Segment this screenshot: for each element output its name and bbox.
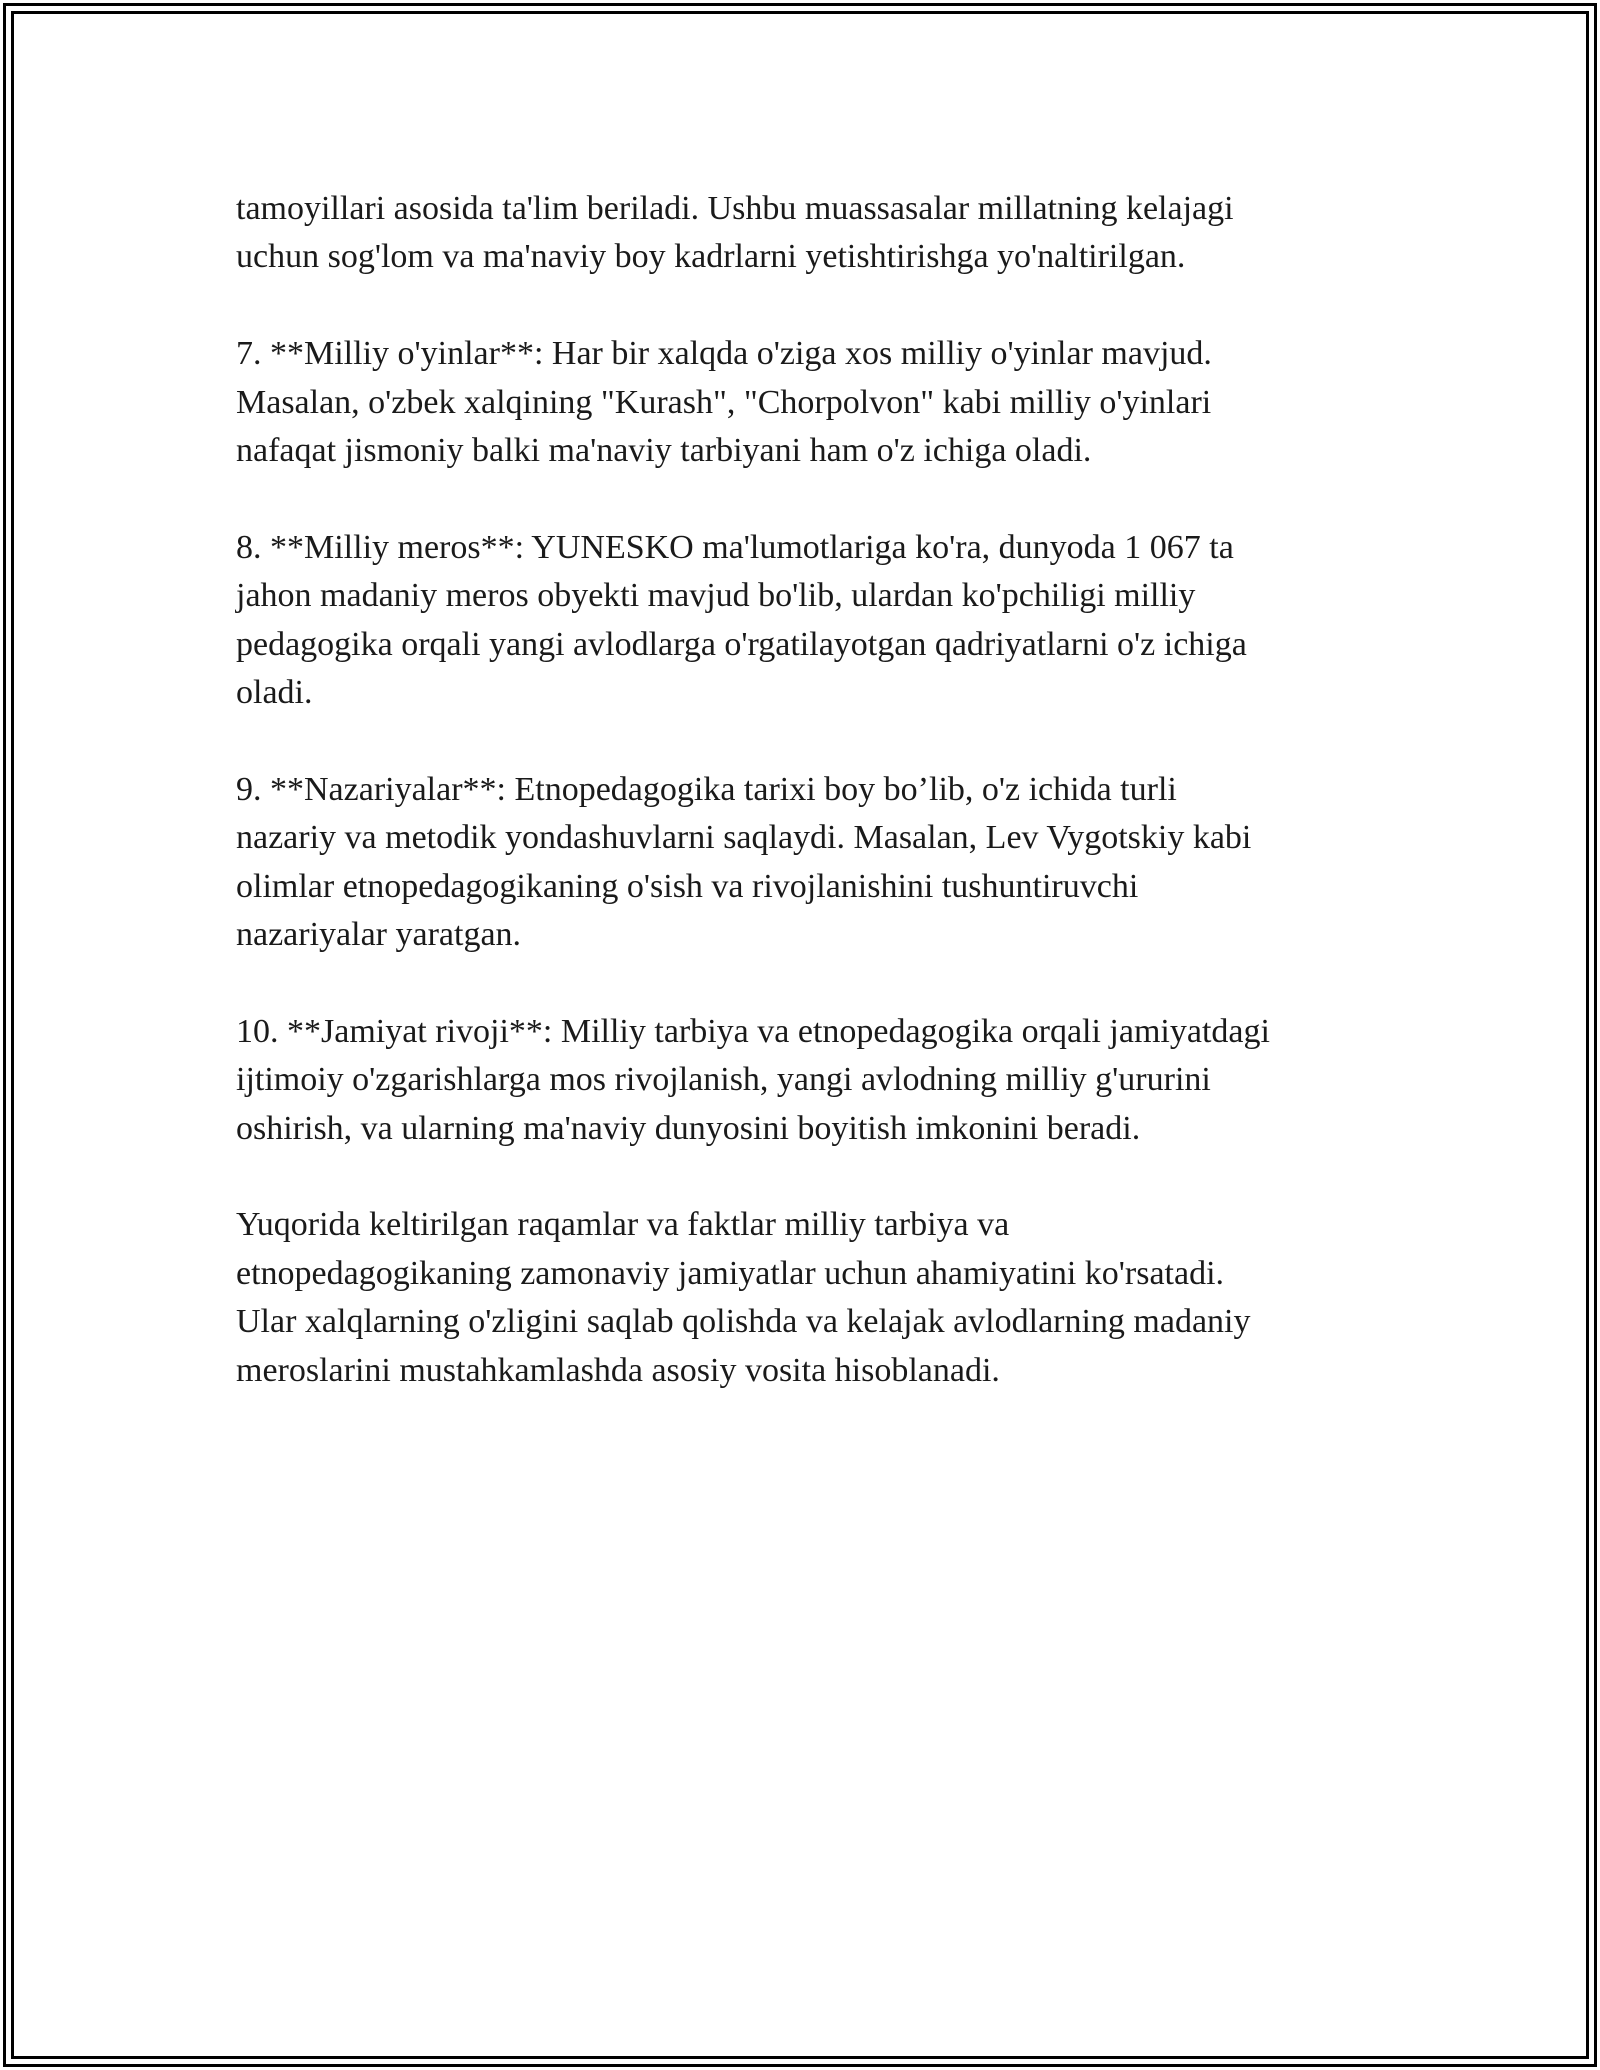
paragraph-item-7 — [236, 330, 1366, 475]
paragraph-item-10 — [236, 1008, 1366, 1153]
text-line: 10. **Jamiyat rivoji**: Milliy tarbiya va etnopedagogika orqali jamiyatdagi — [236, 1012, 1270, 1050]
text-line: 9. **Nazariyalar**: Etnopedagogika tarixi boy bo’lib, o'z ichida turli — [236, 770, 1177, 808]
text-line: jahon madaniy meros obyekti mavjud bo'lib, ulardan ko'pchiligi milliy — [236, 577, 1196, 615]
text-line: meroslarini mustahkamlashda asosiy vosita hisoblanadi. — [236, 1351, 1000, 1389]
text-line: ijtimoiy o'zgarishlarga mos rivojlanish, yangi avlodning milliy g'ururini — [236, 1061, 1211, 1099]
text-line: Yuqorida keltirilgan raqamlar va faktlar milliy tarbiya va — [236, 1206, 1010, 1244]
text-line: oshirish, va ularning ma'naviy dunyosini boyitish imkonini beradi. — [236, 1109, 1141, 1147]
paragraph-item-8 — [236, 524, 1366, 718]
paragraph-item-9 — [236, 766, 1366, 960]
text-line: oladi. — [236, 674, 313, 712]
text-line: tamoyillari asosida ta'lim beriladi. Ushbu muassasalar millatning kelajagi — [236, 190, 1234, 227]
document-body — [236, 185, 1366, 1443]
text-line: 7. **Milliy o'yinlar**: Har bir xalqda o'ziga xos milliy o'yinlar mavjud. — [236, 335, 1212, 373]
text-line: 8. **Milliy meros**: YUNESKO ma'lumotlariga ko'ra, dunyoda 1 067 ta — [236, 528, 1234, 566]
paragraph-conclusion — [236, 1201, 1366, 1395]
text-line: uchun sog'lom va ma'naviy boy kadrlarni yetishtirishga yo'naltirilgan. — [236, 238, 1186, 276]
text-line: nazariy va metodik yondashuvlarni saqlaydi. Masalan, Lev Vygotskiy kabi — [236, 819, 1252, 857]
text-line: nazariyalar yaratgan. — [236, 916, 522, 954]
text-line: olimlar etnopedagogikaning o'sish va rivojlanishini tushuntiruvchi — [236, 867, 1139, 905]
text-line: nafaqat jismoniy balki ma'naviy tarbiyani ham o'z ichiga oladi. — [236, 432, 1092, 470]
paragraph-continuation — [236, 185, 1366, 282]
text-line: Masalan, o'zbek xalqining "Kurash", "Chorpolvon" kabi milliy o'yinlari — [236, 383, 1212, 421]
text-line: etnopedagogikaning zamonaviy jamiyatlar uchun ahamiyatini ko'rsatadi. — [236, 1254, 1225, 1292]
text-line: Ular xalqlarning o'zligini saqlab qolishda va kelajak avlodlarning madaniy — [236, 1303, 1251, 1341]
text-line: pedagogika orqali yangi avlodlarga o'rgatilayotgan qadriyatlarni o'z ichiga — [236, 625, 1247, 663]
